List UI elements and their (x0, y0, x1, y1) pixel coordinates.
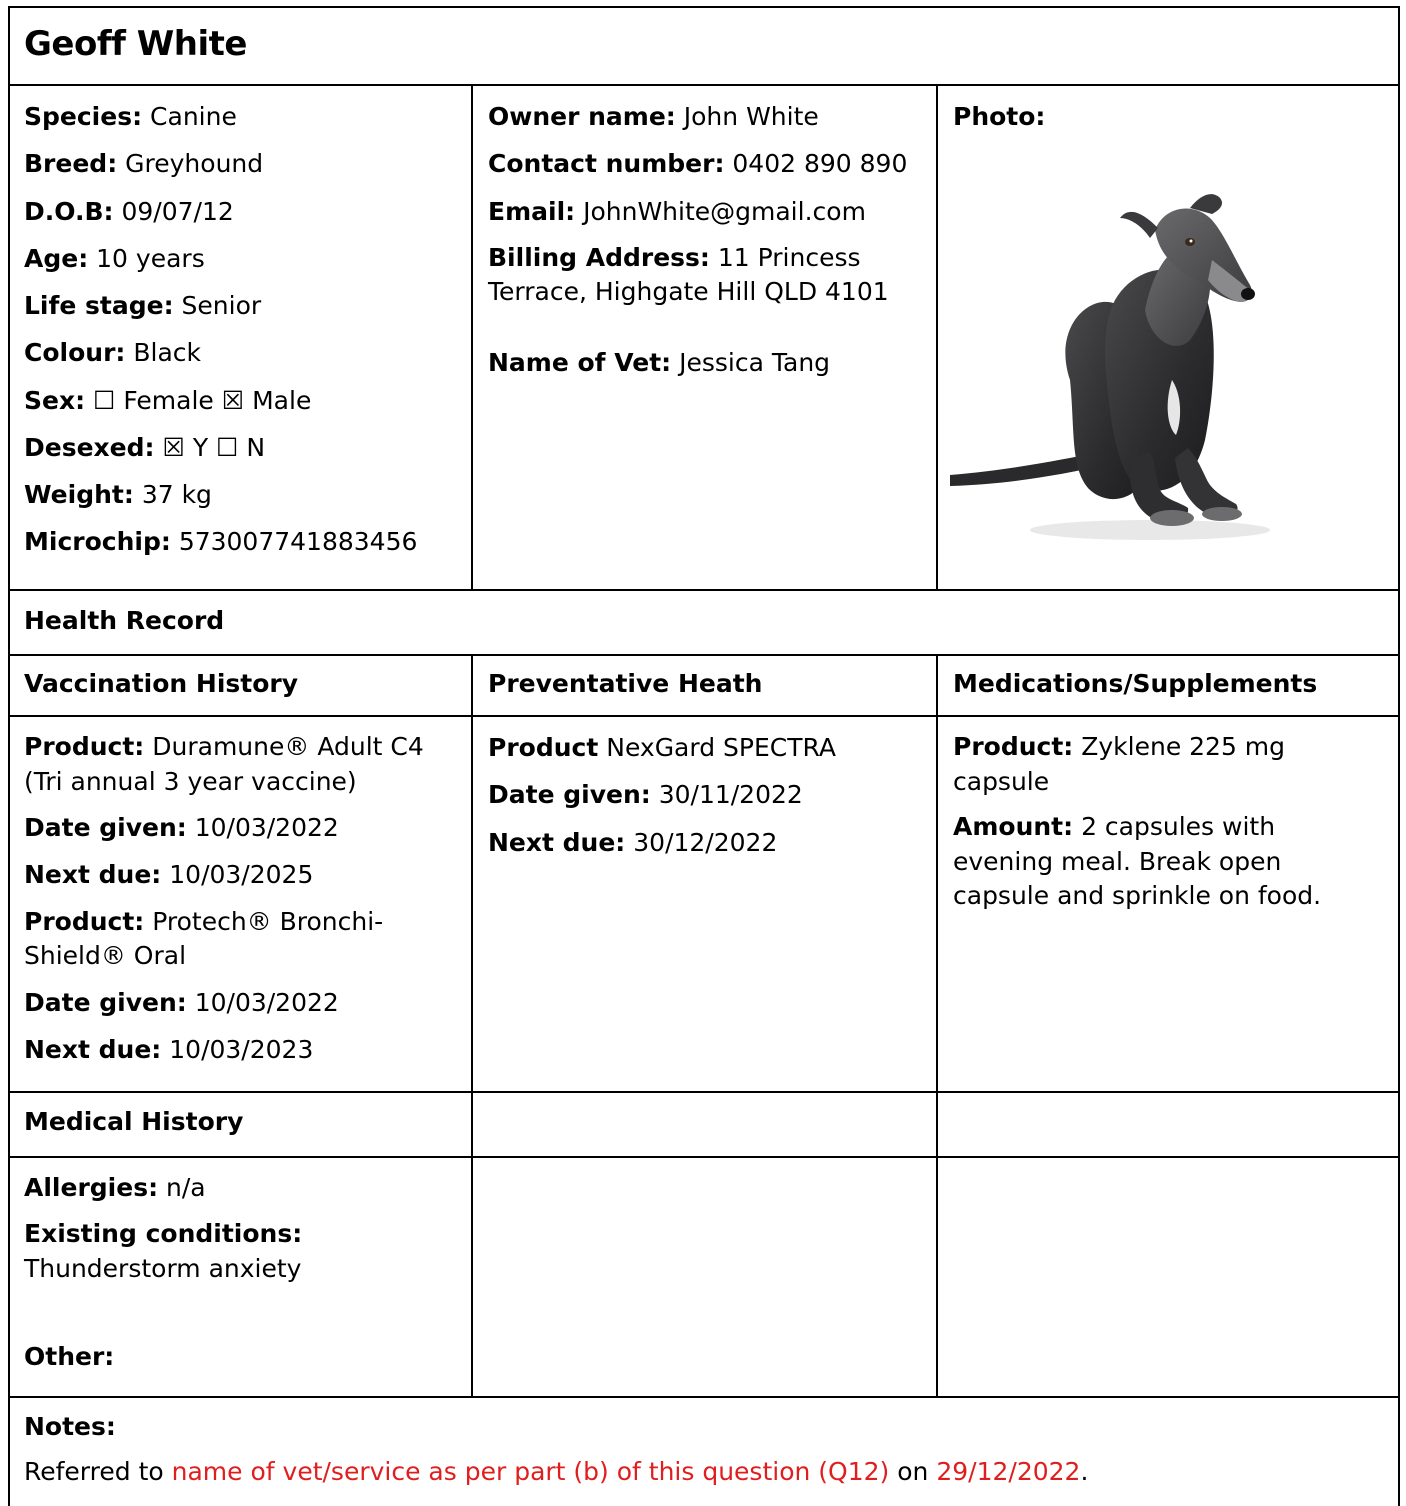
breed-field: Breed: Greyhound (24, 149, 264, 179)
preventative-details (488, 730, 928, 872)
conditions-label: Existing conditions: (24, 1219, 303, 1249)
referral-date: 29/12/2022 (936, 1457, 1081, 1486)
divider (471, 85, 473, 590)
preventative-product: Product NexGard SPECTRA (488, 733, 836, 762)
divider (8, 654, 1400, 656)
contact-field: Contact number: 0402 890 890 (488, 149, 908, 179)
notes-text: Referred to name of vet/service as per part (b) of this question (Q12) on 29/12/2022. (24, 1457, 1089, 1486)
divider (936, 655, 938, 1397)
greyhound-photo (950, 190, 1290, 555)
preventative-next: Next due: 30/12/2022 (488, 827, 778, 857)
vaccine-date-1: Date given: 10/03/2022 (24, 813, 339, 842)
divider (8, 1091, 1400, 1093)
medication-amount: Amount: 2 capsules with evening meal. Break open capsule and sprinkle on food. (953, 812, 1322, 910)
allergies-field: Allergies: n/a (24, 1173, 206, 1202)
divider (936, 85, 938, 590)
billing-field: Billing Address: 11 Princess Terrace, Highgate Hill QLD 4101 (488, 242, 889, 307)
vaccine-product-2: Product: Protech® Bronchi-Shield® Oral (24, 906, 384, 970)
email-field: Email: JohnWhite@gmail.com (488, 196, 866, 226)
page-title: Geoff White (24, 24, 247, 64)
divider (8, 84, 1400, 86)
other-field: Other: (24, 1342, 115, 1372)
medical-history-heading: Medical History (24, 1107, 244, 1136)
vaccine-next-2: Next due: 10/03/2023 (24, 1034, 314, 1064)
weight-field: Weight: 37 kg (24, 480, 212, 509)
divider (8, 715, 1400, 717)
medical-history-details (24, 1170, 464, 1389)
sex-field: Sex: ☐ Female ☒ Male (24, 385, 312, 415)
vaccination-heading: Vaccination History (24, 669, 299, 698)
vaccination-details (24, 730, 464, 1079)
owner-details (488, 99, 928, 394)
species-field: Species: Canine (24, 102, 237, 131)
vaccine-next-1: Next due: 10/03/2025 (24, 860, 314, 890)
divider (8, 589, 1400, 591)
notes-heading: Notes: (24, 1412, 116, 1441)
medications-heading: Medications/Supplements (953, 669, 1318, 698)
preventative-date: Date given: 30/11/2022 (488, 780, 803, 810)
colour-field: Colour: Black (24, 338, 201, 368)
owner-name-field: Owner name: John White (488, 102, 819, 131)
desexed-field: Desexed: ☒ Y ☐ N (24, 432, 266, 462)
health-record-heading: Health Record (24, 606, 225, 635)
medications-details (953, 730, 1373, 925)
life-stage-field: Life stage: Senior (24, 291, 262, 320)
age-field: Age: 10 years (24, 243, 205, 273)
microchip-field: Microchip: 573007741883456 (24, 527, 418, 557)
divider (471, 655, 473, 1397)
divider (8, 1156, 1400, 1158)
referral-placeholder: name of vet/service as per part (b) of this question (Q12) (171, 1457, 890, 1486)
preventative-heading: Preventative Heath (488, 669, 763, 698)
dob-field: D.O.B: 09/07/12 (24, 196, 234, 226)
vet-field: Name of Vet: Jessica Tang (488, 347, 831, 377)
medication-product: Product: Zyklene 225 mg capsule (953, 732, 1286, 796)
divider (8, 1396, 1400, 1398)
conditions-value: Thunderstorm anxiety (24, 1253, 302, 1283)
photo-label: Photo: (953, 102, 1046, 131)
vaccine-date-2: Date given: 10/03/2022 (24, 987, 339, 1017)
patient-details (24, 99, 464, 572)
vaccine-product-1: Product: Duramune® Adult C4 (Tri annual 3 year vaccine) (24, 732, 424, 796)
